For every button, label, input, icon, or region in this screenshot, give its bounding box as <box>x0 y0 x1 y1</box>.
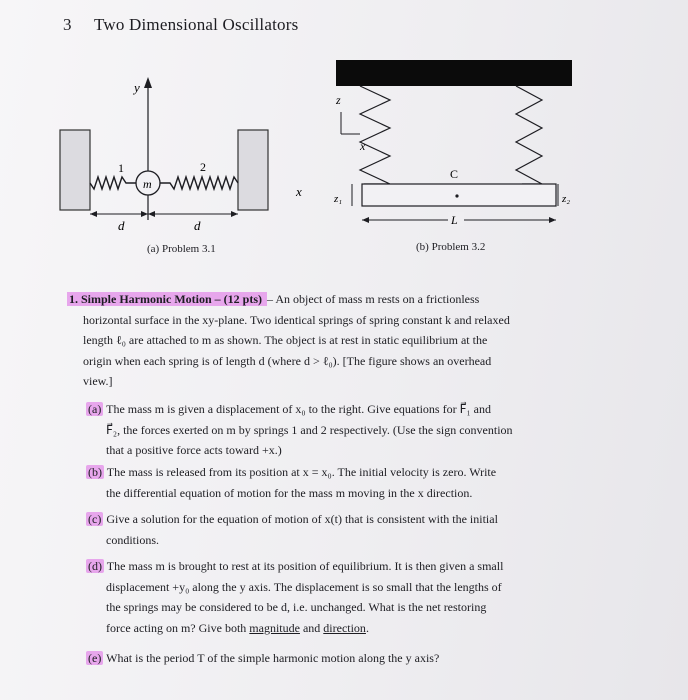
problem-1 <box>67 289 627 392</box>
part-c-line-1: Give a solution for the equation of motion of x(t) that is consistent with the initial <box>106 512 498 526</box>
figure-a-caption: (a) Problem 3.1 <box>147 243 216 255</box>
figure-b-caption: (b) Problem 3.2 <box>416 241 486 253</box>
part-d-period: . <box>365 620 369 635</box>
problem-line-3: length ℓ₀ are attached to m as shown. The object is at rest in static equilibrium at the <box>83 333 488 347</box>
problem-line-5: view.] <box>83 374 113 388</box>
figure-b-diagram <box>320 60 580 240</box>
part-d-line-1: The mass m is brought to rest at its position of equilibrium. It is then given a small <box>106 559 504 573</box>
part-e-line-1: What is the period T of the simple harmonic motion along the y axis? <box>106 651 440 665</box>
part-b-line-2: the differential equation of motion for the mass m moving in the x direction. <box>106 485 473 500</box>
z1-label: z₁ <box>334 193 343 205</box>
x-axis-label-b: x <box>360 139 366 153</box>
mass-label: m <box>143 177 152 191</box>
part-b <box>86 462 626 503</box>
part-d-line-4-pre: force acting on m? Give both <box>106 620 247 635</box>
part-d-line-2: displacement +y₀ along the y axis. The displacement is so small that the lengths of <box>106 579 502 594</box>
part-a-line-1: The mass m is given a displacement of x₀ to the right. Give equations for F⃗₁ and <box>106 402 491 416</box>
dist-left-label: d <box>118 218 125 233</box>
ceiling-bar <box>336 60 572 86</box>
part-a-label: (a) <box>88 402 102 416</box>
part-a-line-2: F⃗₂, the forces exerted on m by springs 1 and 2 respectively. (Use the sign convention <box>106 422 513 437</box>
part-d-and: and <box>302 620 321 635</box>
part-d-direction: direction <box>323 620 366 635</box>
problem-number: 1. <box>69 292 78 306</box>
problem-dash: – <box>214 292 221 306</box>
left-spring-b <box>360 86 390 184</box>
x-axis-label: x <box>296 184 302 199</box>
part-d-magnitude: magnitude <box>249 620 300 635</box>
problem-line-1: – An object of mass m rests on a frictionless <box>267 292 480 306</box>
beam <box>362 184 556 206</box>
problem-header-highlight <box>67 292 267 306</box>
center-point <box>455 194 458 197</box>
part-d-label: (d) <box>88 559 102 573</box>
part-e-label: (e) <box>88 651 102 665</box>
figure-a-diagram <box>50 70 310 245</box>
right-spring-b <box>516 86 542 184</box>
section-title: Two Dimensional Oscillators <box>94 15 299 34</box>
part-b-line-1: The mass is released from its position at x = x₀. The initial velocity is zero. Write <box>106 465 497 479</box>
left-wall <box>60 130 90 210</box>
section-number: 3 <box>63 15 72 34</box>
y-axis-arrowhead <box>144 77 152 88</box>
part-b-label: (b) <box>88 465 102 479</box>
center-label: C <box>450 167 459 181</box>
y-axis-label: y <box>134 80 140 95</box>
part-c <box>86 509 626 550</box>
part-e <box>86 648 626 669</box>
problem-line-2: horizontal surface in the xy-plane. Two identical springs of spring constant k and relaxed <box>83 312 510 327</box>
z2-label: z₂ <box>562 193 571 205</box>
problem-line-4: origin when each spring is of length d (where d > ℓ₀). [The figure shows an overhead <box>83 353 492 368</box>
part-d-line-3: the springs may be considered to be d, i.e. unchanged. What is the net restoring <box>106 600 487 614</box>
problem-points: (12 pts) <box>223 292 263 306</box>
part-a-line-3: that a positive force acts toward +x.) <box>106 443 282 457</box>
spring-2 <box>160 177 238 189</box>
length-label: L <box>451 213 458 227</box>
spring-1 <box>90 177 136 189</box>
spring-1-label: 1 <box>118 161 124 175</box>
right-wall <box>238 130 268 210</box>
part-a <box>86 399 626 461</box>
part-d <box>86 556 626 638</box>
problem-title: Simple Harmonic Motion <box>81 292 212 306</box>
dist-right-label: d <box>194 218 201 233</box>
part-c-line-2: conditions. <box>106 532 159 547</box>
part-c-label: (c) <box>88 512 102 526</box>
z-axis-label: z <box>336 93 341 107</box>
spring-2-label: 2 <box>200 160 206 174</box>
